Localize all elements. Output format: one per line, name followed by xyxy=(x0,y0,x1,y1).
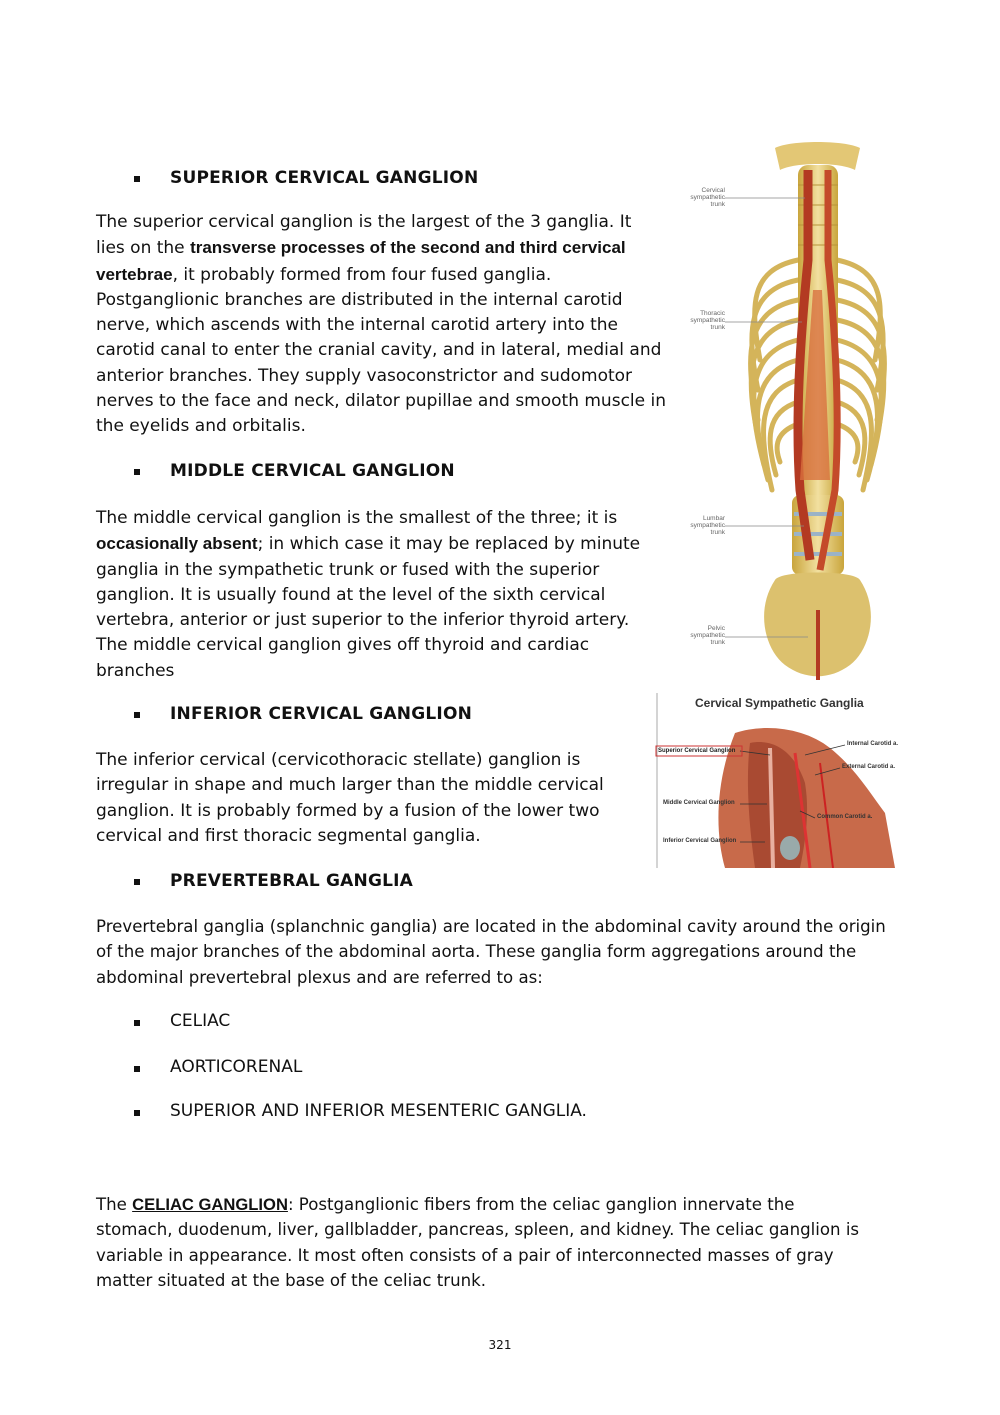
text-line: nerves to the face and neck, dilator pupillae and smooth muscle in xyxy=(96,391,666,412)
text-line: Postganglionic branches are distributed in the internal carotid xyxy=(96,289,623,310)
neck-label-internal-carotid: Internal Carotid a. xyxy=(847,741,899,747)
spine-illustration xyxy=(680,140,910,685)
text-line: The inferior cervical (cervicothoracic stellate) ganglion is xyxy=(96,750,581,770)
text-line: the eyelids and orbitalis. xyxy=(96,416,306,437)
bullet-icon xyxy=(134,469,140,475)
text-line: ganglia in the sympathetic trunk or fused with the superior xyxy=(96,559,600,580)
page-number: 321 xyxy=(488,1338,512,1352)
bullet-icon xyxy=(134,1066,140,1072)
text-line: vertebrae, it probably formed from four fused ganglia. xyxy=(96,264,552,285)
neck-label-external-carotid: External Carotid a. xyxy=(842,764,896,770)
text-line: irregular in shape and much larger than the middle cervical xyxy=(96,775,604,796)
text-line: The superior cervical ganglion is the largest of the 3 ganglia. It xyxy=(96,212,632,232)
text-line: ganglion. It is probably formed by a fusion of the lower two xyxy=(96,800,600,821)
spine-label-pelvic: Pelvic sympathetic trunk xyxy=(690,625,725,646)
prevertebral-paragraph xyxy=(96,914,936,990)
text-line: anterior branches. They supply vasoconstrictor and sudomotor xyxy=(96,365,633,386)
celiac-paragraph xyxy=(96,1192,936,1293)
spine-label-lumbar: Lumbar sympathetic trunk xyxy=(690,515,725,536)
bullet-icon xyxy=(134,712,140,718)
text-line: carotid canal to enter the cranial cavity, and in lateral, medial and xyxy=(96,340,662,361)
text-line: lies on the transverse processes of the second and third cervical xyxy=(96,238,626,259)
document-page: SUPERIOR CERVICAL GANGLION The superior cervical ganglion is the largest of the 3 ganglia. It lies on the transverse processes of the second and third cervical vertebrae, it probably formed from four fused ganglia. Postganglionic branches are distributed in the internal carotid nerve, which ascends with the internal carotid artery into the carotid canal to enter the cranial cavity, and in lateral, medial and anterior branches. They supply vasoconstrictor and sudomotor nerves to the face and neck, dilator pupillae and smooth muscle in the eyelids and orbitalis. MIDDLE CERVICAL GANGLION The middle cervical ganglion is the smallest of the three; it is occasionally absent; in which case it may be replaced by minute ganglia in the sympathetic trunk or fused with the superior ganglion. It is usually found at the level of the sixth cervical vertebra, anterior or just superior to the inferior thyroid artery. The middle cervical ganglion gives off thyroid and cardiac branches INFERIOR CERVICAL GANGLION The inferior cervical (cervicothoracic stellate) ganglion is irregular in shape and much larger than the middle cervical ganglion. It is probably formed by a fusion of the lower two cervical and first thoracic segmental ganglia. PREVERTEBRAL GANGLIA Prevertebral ganglia (splanchnic ganglia) are located in the abdominal cavity around the origin of the major branches of the abdominal aorta. These ganglia form aggregations around the abdominal prevertebral plexus and are referred to as: CELIAC AORTICORENAL SUPERIOR AND INFERIOR MESENTERIC GANGLIA. The CELIAC GANGLION: Postganglionic fibers from the celiac ganglion innervate the stomach, duodenum, liver, gallbladder, pancreas, spleen, and kidney. The celiac ganglion is variable in appearance. It most often consists of a pair of interconnected masses of gray matter situated at the base of the celiac trunk. 321 Cervical sympathetic trunk Thoracic sympathetic trunk Lumbar sympathetic trunk Pelvic sympathetic trunk Cervical Sympathetic Ganglia Superior Cervical Ganglion Middle Cervical Ganglion Inferior Cervical Ganglion Internal Carotid a. External Carotid a. Common Carotid a. xyxy=(0,0,1000,1415)
spine-label-cervical: Cervical sympathetic trunk xyxy=(690,187,725,208)
superior-paragraph xyxy=(96,210,676,440)
inferior-paragraph xyxy=(96,748,636,849)
middle-paragraph xyxy=(96,506,676,684)
bullet-icon xyxy=(134,1020,140,1026)
spine-figure xyxy=(680,140,910,685)
bullet-icon xyxy=(134,1110,140,1116)
neck-figure xyxy=(655,693,910,868)
celiac-title: CELIAC GANGLION xyxy=(132,1195,288,1214)
text-line: branches xyxy=(96,660,175,681)
text-line: nerve, which ascends with the internal carotid artery into the xyxy=(96,315,619,336)
text-line: Prevertebral ganglia (splanchnic ganglia) are located in the abdominal cavity around the origin xyxy=(96,917,886,936)
text-line: abdominal prevertebral plexus and are referred to as: xyxy=(96,967,543,987)
neck-label-superior: Superior Cervical Ganglion xyxy=(658,748,736,754)
text-line: The CELIAC GANGLION: Postganglionic fibers from the celiac ganglion innervate the xyxy=(96,1195,795,1214)
bullet-icon xyxy=(134,176,140,182)
neck-label-inferior: Inferior Cervical Ganglion xyxy=(663,838,737,844)
text-line: The middle cervical ganglion gives off thyroid and cardiac xyxy=(96,635,590,656)
neck-figure-title: Cervical Sympathetic Ganglia xyxy=(695,696,864,710)
text-line: cervical and first thoracic segmental ganglia. xyxy=(96,825,481,846)
neck-label-middle: Middle Cervical Ganglion xyxy=(663,800,735,806)
text-line: ganglion. It is usually found at the level of the sixth cervical xyxy=(96,584,606,605)
text-line: stomach, duodenum, liver, gallbladder, pancreas, spleen, and kidney. The celiac ganglion is xyxy=(96,1220,860,1240)
text-line: matter situated at the base of the celiac trunk. xyxy=(96,1270,487,1290)
text-line: of the major branches of the abdominal aorta. These ganglia form aggregations around the xyxy=(96,942,857,962)
neck-label-common-carotid: Common Carotid a. xyxy=(817,814,873,820)
text-line: occasionally absent; in which case it may be replaced by minute xyxy=(96,534,641,555)
text-line: vertebra, anterior or just superior to the inferior thyroid artery. xyxy=(96,610,630,631)
bullet-icon xyxy=(134,879,140,885)
text-line: variable in appearance. It most often consists of a pair of interconnected masses of gray xyxy=(96,1245,834,1265)
spine-label-thoracic: Thoracic sympathetic trunk xyxy=(690,310,725,331)
text-line: The middle cervical ganglion is the smallest of the three; it is xyxy=(96,508,618,528)
